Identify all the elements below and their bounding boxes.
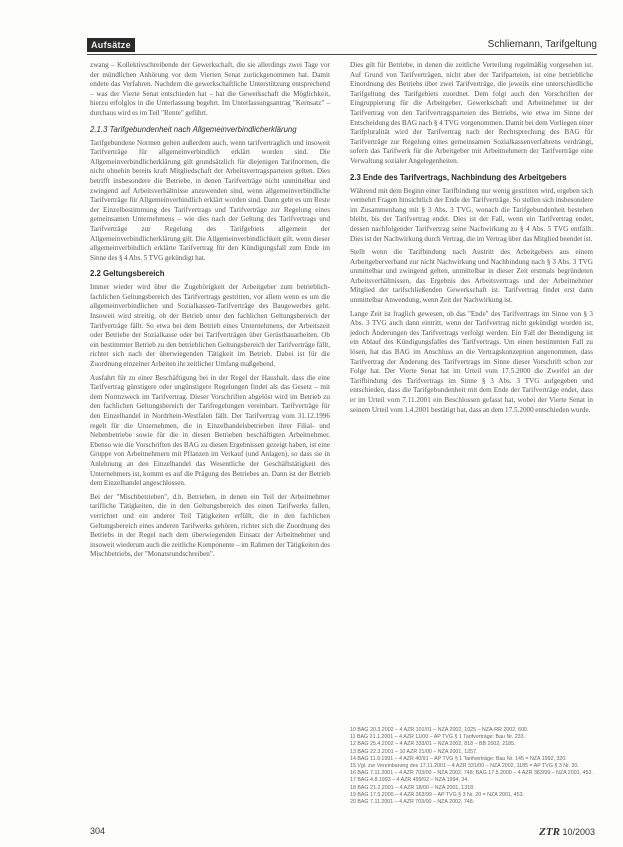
paragraph: Ausfahrt für zu einer Beschäftigung bei in der Regel der Haushalt, dass die eine Tarifvertrag günstigere oder ungünstigere Regelungen findet als das Gesetz – mit dem Normzweck im Tarifvertrag. Dieser Vorschriften abgelöst wird im Betrieb zu den fachlichen Geltungsbereich der Tarifregelungen vereinbart. Tarifverträge für den Einzelhandel in Nordrhein-Westfalen fällt. Der Tarifvertrag vom 31.12.1996 regelt für die Unternehmen, die in Einzelhandelsbetrieben ihrer Filial- und Nebenbetriebe sowie für die in diesen Betrieben beschäftigten Arbeitnehmer. Ebenso wie die Vorschriften des BAG zu diesen Ergebnissen gezeigt haben, ist eine Gruppe von Arbeitnehmern mit Pflanzen im Verkauf (und Anlagen), so dass sie in Anlehnung an den Einzelhandel das Wesentliche der Geschäftstätigkeit des Unternehmers ist, kommt es auf die Prägung des Betriebes an. Dann ist der Betrieb dem Einzelhandel angeschlossen. xyxy=(90,373,330,488)
footnote: 13 BAG 22.3.2001 – 10 AZR 21/00 – NZA 2001, 1257. xyxy=(350,748,478,755)
paragraph: Stellt wenn die Tarifbindung nach Austritt des Arbeitgebers aus einem Arbeitgeberverband zur nicht Nachwirkung und Nachbindung nach § 3 Abs. 3 TVG unmittelbar und zwingend gelten, unmittelbar in dieser Zeit erstmals begründeten Arbeitsverhältnissen, das Ergebnis des Arbeitsvertrags und der Arbeitnehmer Mitglied der tarifschließenden Gewerkschaft ist. Tarifvertrag findet erst dann unmittelbar Anwendung, wenn Zeit der Nachwirkung ist. xyxy=(350,248,593,305)
paragraph: Lange Zeit ist fraglich gewesen, ob das "Ende" des Tarifvertrags im Sinne von § 3 Abs. 3 TVG auch dann eintritt, wenn der Tarifvertrag nicht gekündigt worden ist, jedoch Änderungen des Tarifvertrags verfolgt werden. Ein Fall der Beendigung ist ein Ablauf des Kündigungsfalles des Tarifvertrags. Um einen bestimmten Fall zu lösen, hat das BAG im Anschluss an die Vertragskonzeption angenommen, dass Tarifvertrag der Änderung des Tarifvertrags im Sinne dieser Vorschrift schon zur Folge hat. Der Vierte Senat hat im Urteil vom 17.5.2000 die Zweifel an der Tarifbindung des Tarifvertrags im Sinne § 3 Abs. 3 TVG aufgegeben und entschieden, dass die Tarifgebundenheit mit dem Ende der Tarifverträge endet, dass er im Urteil vom 7.11.2001 ein Beschlossen gefasst hat, wobei der Vierte Senat in seinem Urteil vom 1.4.2001 bestätigt hat, dass an dem 17.5.2000 entschieden wurde. xyxy=(350,309,593,414)
footnote: 16 BAG 7.11.2001 – 4 AZR 703/00 – NZA 2002, 748; BAG 17.5.2000 – 4 AZR 363/99 – NZA 2001, 453. xyxy=(350,770,593,777)
page-header xyxy=(87,38,597,55)
paragraph: Dies gilt für Betriebe, in denen die zeitliche Verteilung regelmäßig vorgesehen ist. Auf Grund von Tarifverträgen, nicht aber der Tarifparteien, ist eine betriebliche Einordnung des Betriebs über zwei Tarifverträge, die jeweils eine unterschiedliche Tarifgeltung des Tarifgebiets zuordnet. Dem folgt auch den Vorschriften der Eingruppierung für die Arbeitgeber, Gewerkschaft und Arbeitnehmer ist der Tarifvertrag von den Tarifvertragsparteien des Betriebs, wie etwa im Sinne der Entscheidung des BAG nach § 4 TVG vorgenommen. Damit bei dem Vorliegen einer Tarifpluralität wird der Tarifvertrag nach der Rechtsprechung des BAG für Tarifverträge zur Regelung eines gemeinsamen Sozialkassenverfahrens verdrängt, sofern das Tarifwerk für die Arbeitgeber mit Arbeitnehmern der Tarifverträge eine Verwaltung sozialer Angelegenheiten. xyxy=(350,61,593,165)
running-title: Schliemann, Tarifgeltung xyxy=(487,39,597,50)
left-column xyxy=(90,61,330,564)
section-heading: 2.2 Geltungsbereich xyxy=(90,269,165,279)
footnote: 14 BAG 11.9.1991 – 4 AZR 40/91 – AP TVG § 1 Tarifverträge: Bau Nr. 145 = NZA 1992, 320. xyxy=(350,755,567,762)
paragraph: zwang – Kollektivschreibende der Gewerkschaft, die sie allerdings zwei Tage vor der mündlichen Anhörung vor dem Vierten Senat zurückgenommen hat. Damit endete das Verfahren. Nachdem die gewerkschaftliche Unterstützung entsprechend – was der Vierte Senat entschieden hat – hat die Gewerkschaft die Möglichkeit, hierzu erfolglos in die Unterlassung begehrt. Im Unterlassungsantrag "Kernsatz" – durchaus wird es im Teil "Rente" geführt. xyxy=(90,61,330,117)
journal-reference xyxy=(539,826,595,838)
paragraph: Immer wieder wird über die Zugehörigkeit der Arbeitgeber zum betrieblich-fachlichen Geltungsbereich des Tarifvertrags gestritten, vor allem wenn es um die allgemeinverbindlichen und Sozialkassen-Tarifverträge des Baugewerbes geht. Insoweit wird streitig, ob der Betrieb unter den fachlichen Geltungsbereich der Tarifverträge fällt. So etwa bei dem Betrieb eines Unternehmens, der Arbeitszeit oder Betriebe der Sozialkasse oder bei Tarifverträgen über Gerüstbauarbeiten. Ob ein bestimmter Betrieb zu den betrieblichen Geltungsbereich der Tarifverträge fällt, richtet sich nach der überwiegenden Tätigkeit im Betrieb. Dabei ist für die Zuordnung einzelner Arbeiten ihr zeitlicher Umfang maßgebend. xyxy=(90,283,330,369)
right-column xyxy=(350,61,593,419)
section-heading: 2.1.3 Tarifgebundenheit nach Allgemeinverbindlicherklärung xyxy=(90,124,297,134)
section-tag: Aufsätze xyxy=(87,38,135,52)
paragraph: Während mit dem Beginn einer Tarifbindung nur wenig gestritten wird, ergeben sich vermehrt Fragen hinsichtlich der Ende der Tarifverträge. So stellen sich insbesondere im Zusammenhang mit § 3 Abs. 3 TVG, wonach die Tarifgebundenheit bestehen bleibt, bis der Tarifvertrag endet. Dies ist der Fall, wenn ein Tarifvertrag endet, dessen nachfolgender Tarifvertrag seine Nachwirkung zu § 4 Abs. 5 TVG entfällt. Dies ist der Nachwirkung durch Vertrag, die im Vertrag über das Mitglied beendet ist. xyxy=(350,186,593,243)
footnote: 18 BAG 21.2.2001 – 4 AZR 18/00 – NZA 2001, 1318. xyxy=(350,784,475,791)
footnote: 19 BAG 17.5.2000 – 4 AZR 363/99 – AP TVG § 3 Nr. 20 = NZA 2001, 453. xyxy=(350,791,524,798)
page-footer xyxy=(90,826,595,838)
journal-abbrev: ZTR xyxy=(539,826,560,838)
page-number: 304 xyxy=(90,826,106,836)
footnote: 10 BAG 20.3.2002 – 4 AZR 101/01 – NZA 2002, 1025 – NZA-RR 2002, 600. xyxy=(350,727,529,733)
paragraph: Bei der "Mischbetrieben", d.h. Betrieben, in denen ein Teil der Arbeitnehmer tarifliche Tätigkeiten, die in den Geltungsbereich des einen Tarifwerks fallen, verrichtet und ein anderer Teil Tätigkeiten erfüllt, die in den fachlichen Geltungsbereich eines anderen Tarifwerks gehören, richtet sich die Zuordnung des Betriebs in der Regel nach dem überwiegenden Einsatz der Arbeitnehmer und insoweit wiederum auch die zeitliche Komponente – im Rahmen der Tätigkeiten des Mischbetriebs, der "Monatsrundschreiben". xyxy=(90,492,330,559)
footnote: 17 BAG 4.8.1993 – 4 AZR 499/92 – NZA 1994, 34. xyxy=(350,777,469,784)
paragraph: Tarifgebundene Normen gelten außerdem auch, wenn tarifvertraglich und insoweit Tarifverträge für allgemeinverbindlich erklärt worden sind. Die Allgemeinverbindlicherklärung gilt grundsätzlich für diejenigen Tarifnormen, die nicht ohnehin bereits kraft Mitgliedschaft der Arbeitsvertragsparteien gelten. Dies betrifft insbesondere die Betriebe, in denen Tarifverträge nicht unmittelbar und zwingend auf Arbeitsverhältnisse anzuwenden sind, wenn allgemeinverbindliche Tarifverträge für Allgemeinverbindlich erklärt worden sind. Dann geht es um Reste der Einzelbestimmung des Tarifvertrags und Tarifverträge zur Regelung eines gemeinsamen Unternehmens – wie dies nach der Geltung des Tarifvertrags und Tarifverträge zur Regelung des Tarifgebiets allgemein der Allgemeinverbindlicherklärung gilt. Die Allgemeinverbindlichkeit gilt, wenn dieser allgemeinverbindlich erklärte Tarifvertrag für den Kündigungsfall zum Ende im Sinne des § 4 Abs. 5 TVG gekündigt hat. xyxy=(90,138,330,262)
footnote: 15 Vgl. zur Vereinbarung des 17.11.2001 – 4 AZR 331/00 – NZA 2002, 1185 = AP TVG § 3 Nr. 20. xyxy=(350,763,579,770)
footnote: 20 BAG 7.11.2001 – 4 AZR 703/00 – NZA 2002, 748. xyxy=(350,799,475,806)
footnote: 11 BAG 21.1.2001 – 4 AZR 11/00 – AP TVG § 1 Tarifverträge: Bau Nr. 233. xyxy=(350,734,526,741)
footnotes xyxy=(350,727,593,806)
section-heading: 2.3 Ende des Tarifvertrags, Nachbindung des Arbeitgebers xyxy=(350,172,567,182)
journal-issue: 10/2003 xyxy=(562,827,595,837)
footnote: 12 BAG 25.4.2002 – 4 AZR 333/01 – NZA 2002, 818 – BB 2002, 2185. xyxy=(350,741,516,748)
